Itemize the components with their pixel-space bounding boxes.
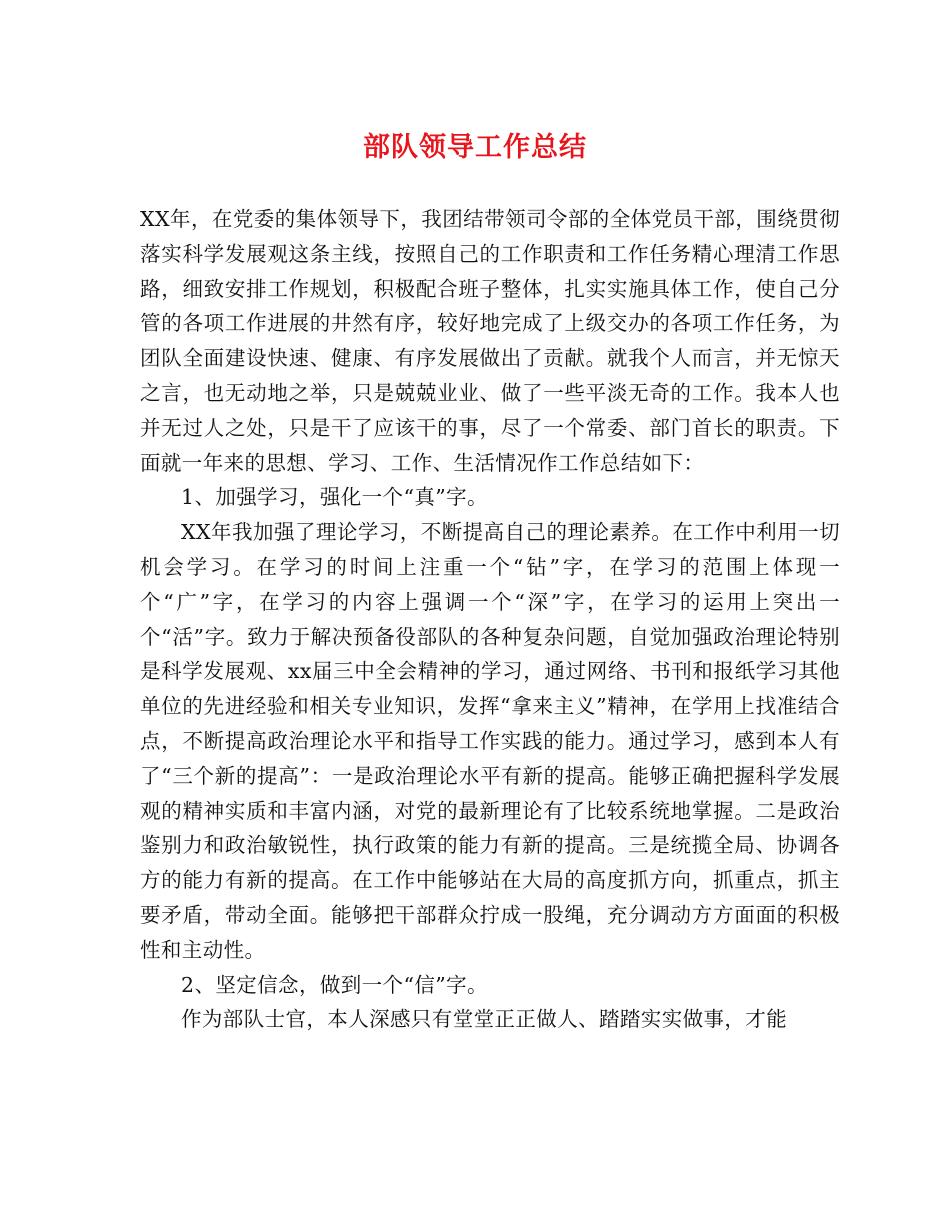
section-heading-2: 2、坚定信念，做到一个“信”字。 — [181, 972, 488, 997]
section-heading-1: 1、加强学习，强化一个“真”字。 — [181, 485, 488, 510]
document-body — [140, 202, 840, 1037]
document-title: 部队领导工作总结 — [363, 132, 587, 163]
paragraph-belief: 作为部队士官，本人深感只有堂堂正正做人、踏踏实实做事，才能 — [181, 1007, 788, 1032]
paragraph-intro: XX年，在党委的集体领导下，我团结带领司令部的全体党员干部，围绕贯彻落实科学发展观这条主线，按照自己的工作职责和工作任务精心理清工作思路，细致安排工作规划，积极配合班子整体，扎实实施具体工作，使自己分管的各项工作进展的井然有序，较好地完成了上级交办的各项工作任务，为团队全面建设快速、健康、有序发展做出了贡献。就我个人而言，并无惊天之言，也无动地之举，只是兢兢业业、做了一些平淡无奇的工作。我本人也并无过人之处，只是干了应该干的事，尽了一个常委、部门首长的职责。下面就一年来的思想、学习、工作、生活情况作工作总结如下： — [140, 207, 840, 475]
paragraph-study: XX年我加强了理论学习，不断提高自己的理论素养。在工作中利用一切机会学习。在学习的时间上注重一个“钻”字，在学习的范围上体现一个“广”字，在学习的内容上强调一个“深”字，在学习的运用上突出一个“活”字。致力于解决预备役部队的各种复杂问题，自觉加强政治理论特别是科学发展观、xx届三中全会精神的学习，通过网络、书刊和报纸学习其他单位的先进经验和相关专业知识，发挥“拿来主义”精神，在学用上找准结合点，不断提高政治理论水平和指导工作实践的能力。通过学习，感到本人有了“三个新的提高”：一是政治理论水平有新的提高。能够正确把握科学发展观的精神实质和丰富内涵，对党的最新理论有了比较系统地掌握。二是政治鉴别力和政治敏锐性，执行政策的能力有新的提高。三是统揽全局、协调各方的能力有新的提高。在工作中能够站在大局的高度抓方向，抓重点，抓主要矛盾，带动全面。能够把干部群众拧成一股绳，充分调动方方面面的积极性和主动性。 — [140, 520, 840, 962]
